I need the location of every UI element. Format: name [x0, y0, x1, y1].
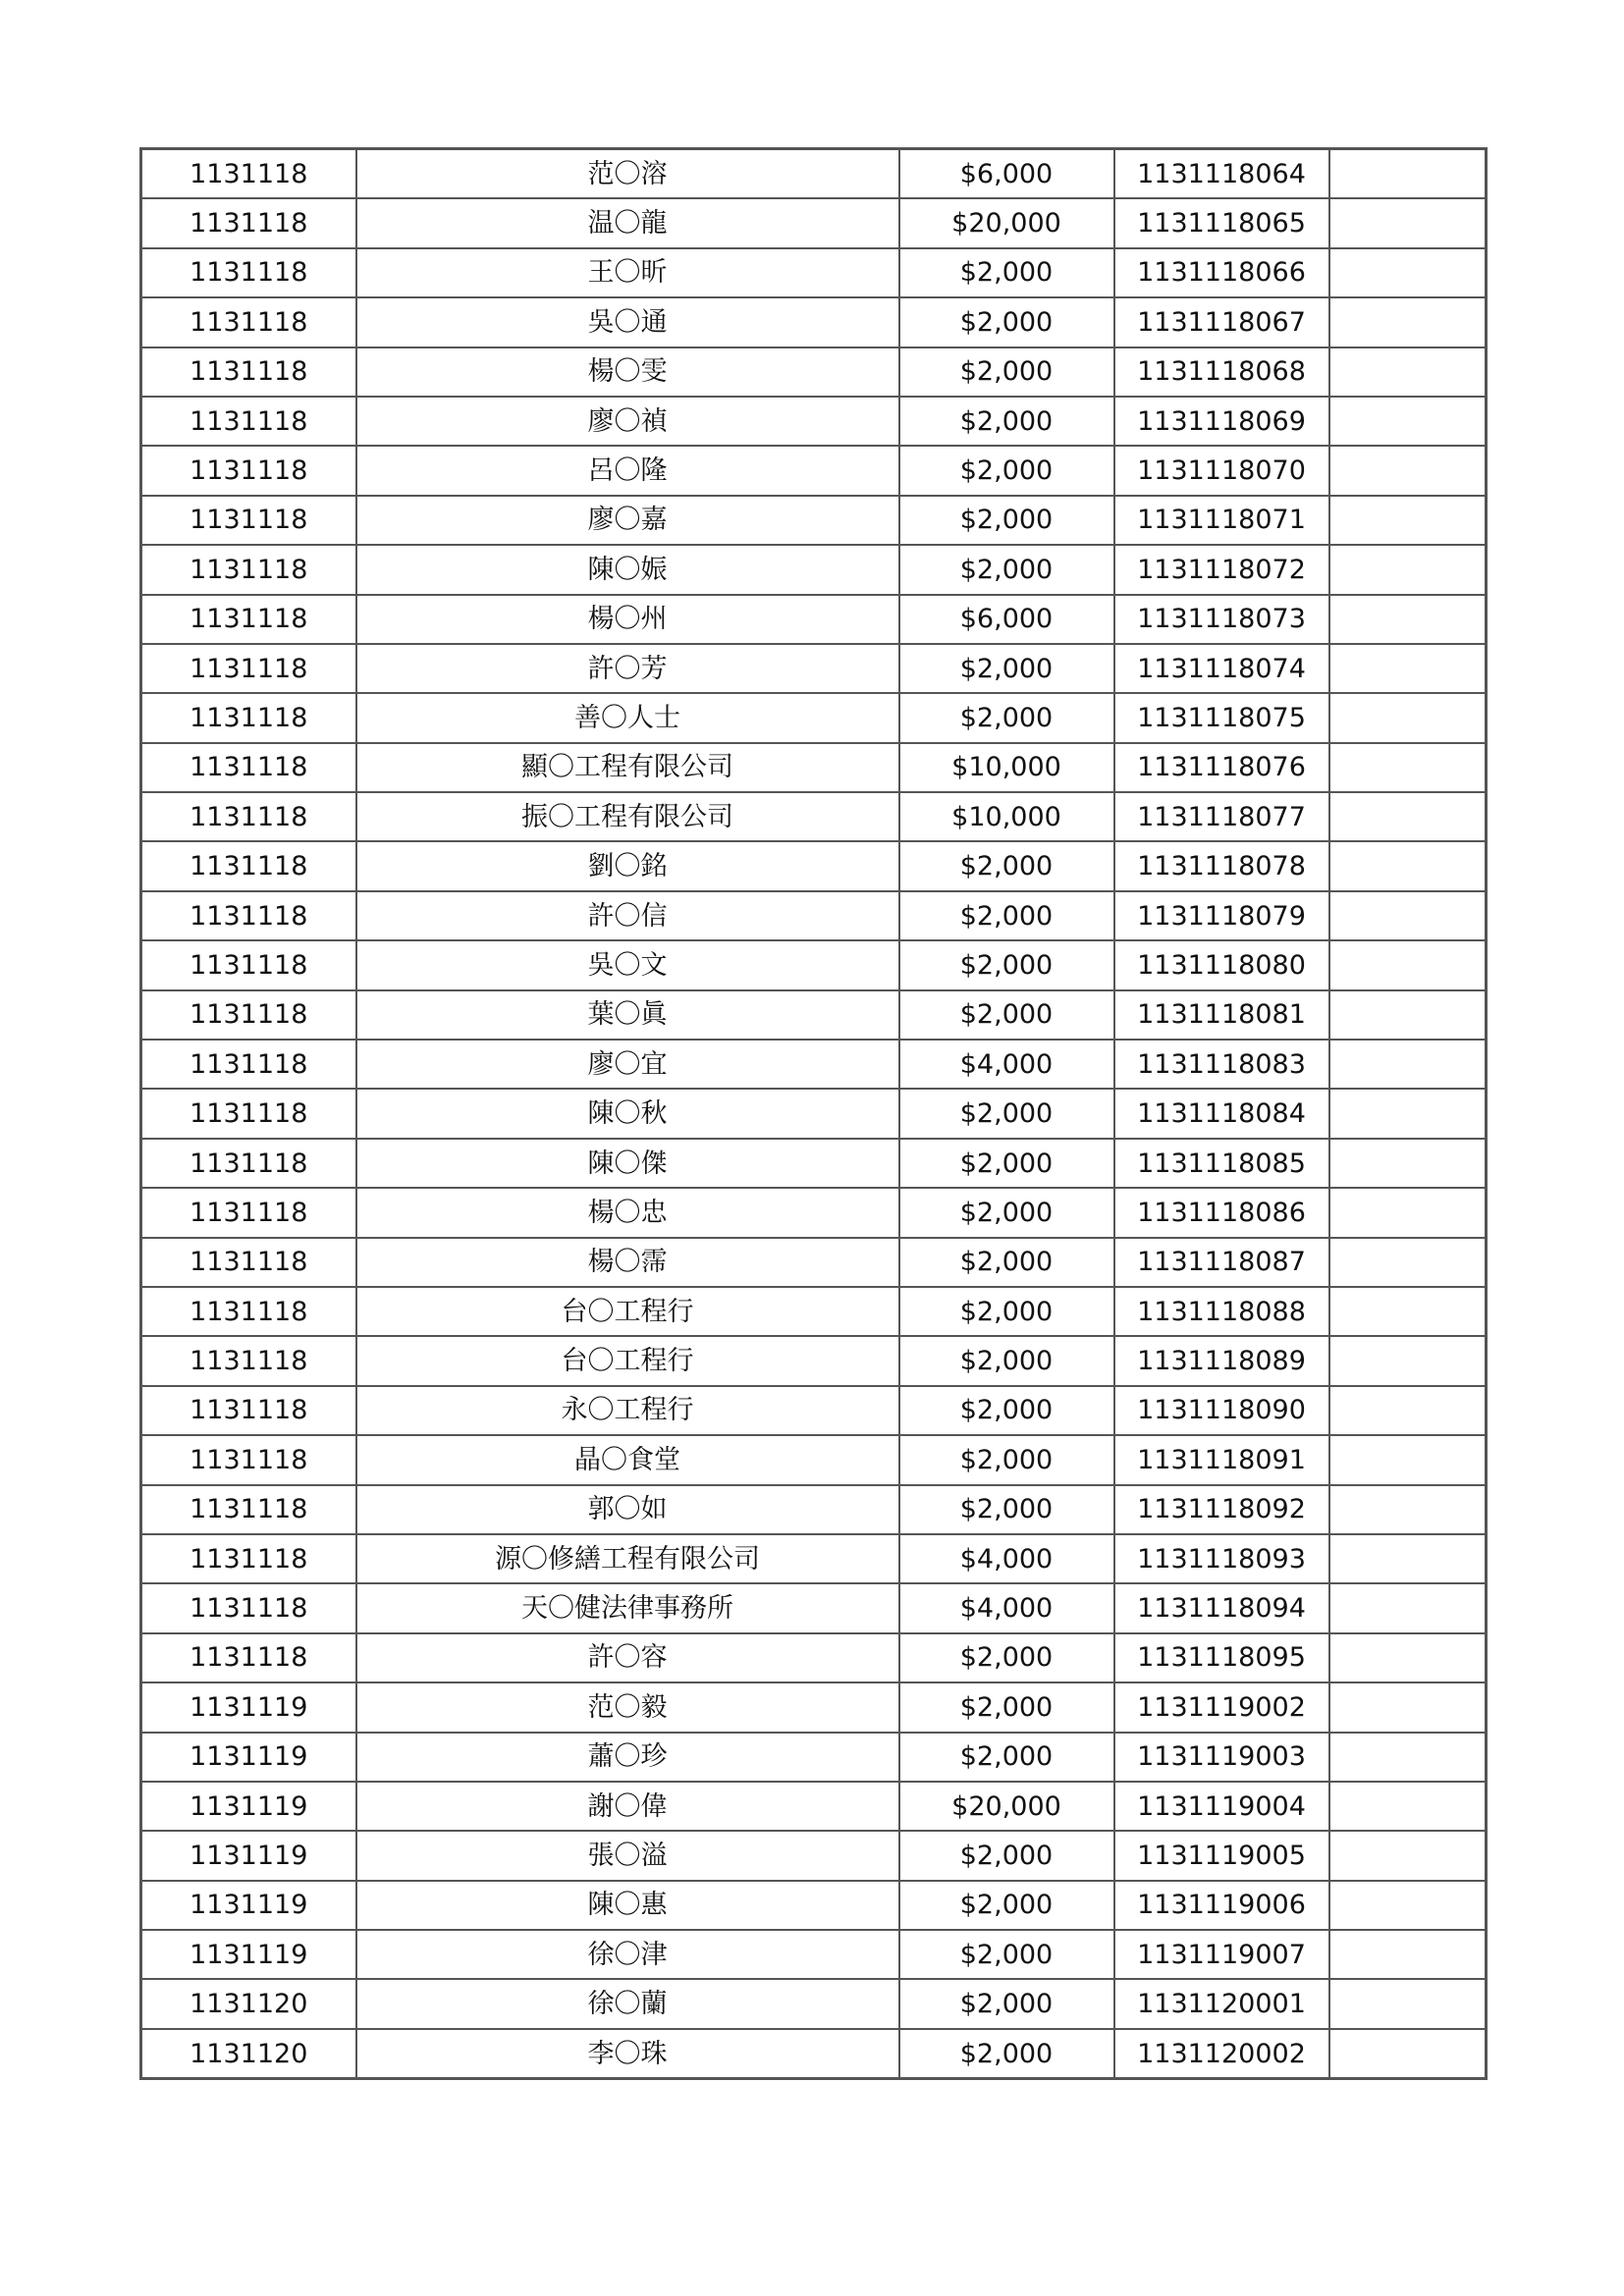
date-cell: 1131119 — [141, 1733, 356, 1782]
amount-cell: $2,000 — [899, 1435, 1114, 1484]
table-row — [141, 397, 1487, 446]
note-cell — [1329, 841, 1487, 890]
donor-name-cell: 謝〇偉 — [356, 1782, 899, 1831]
donor-name-cell: 徐〇蘭 — [356, 1979, 899, 2028]
table-row — [141, 595, 1487, 644]
receipt-number-cell: 1131118087 — [1114, 1238, 1329, 1287]
note-cell — [1329, 1435, 1487, 1484]
receipt-number-cell: 1131118090 — [1114, 1386, 1329, 1435]
receipt-number-cell: 1131120002 — [1114, 2029, 1329, 2079]
amount-cell: $2,000 — [899, 1089, 1114, 1138]
table-row — [141, 1188, 1487, 1237]
table-row — [141, 644, 1487, 693]
amount-cell: $20,000 — [899, 1782, 1114, 1831]
note-cell — [1329, 1930, 1487, 1979]
table-row — [141, 1534, 1487, 1583]
date-cell: 1131118 — [141, 1583, 356, 1632]
receipt-number-cell: 1131118094 — [1114, 1583, 1329, 1632]
table-row — [141, 1139, 1487, 1188]
receipt-number-cell: 1131118084 — [1114, 1089, 1329, 1138]
date-cell: 1131118 — [141, 1287, 356, 1336]
note-cell — [1329, 891, 1487, 940]
amount-cell: $2,000 — [899, 1682, 1114, 1732]
date-cell: 1131118 — [141, 347, 356, 397]
note-cell — [1329, 1287, 1487, 1336]
receipt-number-cell: 1131118073 — [1114, 595, 1329, 644]
table-row — [141, 446, 1487, 495]
date-cell: 1131118 — [141, 149, 356, 199]
receipt-number-cell: 1131118085 — [1114, 1139, 1329, 1188]
amount-cell: $6,000 — [899, 149, 1114, 199]
table-row — [141, 1782, 1487, 1831]
note-cell — [1329, 792, 1487, 841]
date-cell: 1131118 — [141, 198, 356, 247]
note-cell — [1329, 1139, 1487, 1188]
amount-cell: $2,000 — [899, 1930, 1114, 1979]
table-row — [141, 1089, 1487, 1138]
date-cell: 1131118 — [141, 1485, 356, 1534]
date-cell: 1131118 — [141, 595, 356, 644]
receipt-number-cell: 1131118072 — [1114, 545, 1329, 594]
date-cell: 1131119 — [141, 1930, 356, 1979]
amount-cell: $2,000 — [899, 1485, 1114, 1534]
donor-name-cell: 呂〇隆 — [356, 446, 899, 495]
donor-name-cell: 晶〇食堂 — [356, 1435, 899, 1484]
donor-name-cell: 王〇昕 — [356, 248, 899, 297]
date-cell: 1131120 — [141, 1979, 356, 2028]
amount-cell: $2,000 — [899, 1188, 1114, 1237]
donor-name-cell: 台〇工程行 — [356, 1287, 899, 1336]
table-row — [141, 891, 1487, 940]
amount-cell: $20,000 — [899, 198, 1114, 247]
note-cell — [1329, 1782, 1487, 1831]
note-cell — [1329, 940, 1487, 989]
donor-name-cell: 楊〇忠 — [356, 1188, 899, 1237]
note-cell — [1329, 198, 1487, 247]
receipt-number-cell: 1131118093 — [1114, 1534, 1329, 1583]
date-cell: 1131118 — [141, 545, 356, 594]
donor-name-cell: 楊〇雯 — [356, 347, 899, 397]
table-row — [141, 1682, 1487, 1732]
note-cell — [1329, 2029, 1487, 2079]
note-cell — [1329, 397, 1487, 446]
date-cell: 1131118 — [141, 891, 356, 940]
amount-cell: $6,000 — [899, 595, 1114, 644]
note-cell — [1329, 1336, 1487, 1385]
amount-cell: $2,000 — [899, 1633, 1114, 1682]
table-row — [141, 693, 1487, 742]
receipt-number-cell: 1131118078 — [1114, 841, 1329, 890]
receipt-number-cell: 1131118076 — [1114, 743, 1329, 792]
date-cell: 1131118 — [141, 1534, 356, 1583]
date-cell: 1131118 — [141, 792, 356, 841]
amount-cell: $4,000 — [899, 1583, 1114, 1632]
receipt-number-cell: 1131118068 — [1114, 347, 1329, 397]
donor-name-cell: 天〇健法律事務所 — [356, 1583, 899, 1632]
note-cell — [1329, 1583, 1487, 1632]
amount-cell: $2,000 — [899, 693, 1114, 742]
amount-cell: $2,000 — [899, 1238, 1114, 1287]
table-row — [141, 1881, 1487, 1930]
note-cell — [1329, 149, 1487, 199]
receipt-number-cell: 1131119003 — [1114, 1733, 1329, 1782]
date-cell: 1131118 — [141, 1188, 356, 1237]
receipt-number-cell: 1131118075 — [1114, 693, 1329, 742]
receipt-number-cell: 1131118069 — [1114, 397, 1329, 446]
note-cell — [1329, 1881, 1487, 1930]
donation-table — [139, 147, 1488, 2080]
note-cell — [1329, 1733, 1487, 1782]
donor-name-cell: 許〇芳 — [356, 644, 899, 693]
table-row — [141, 1979, 1487, 2028]
receipt-number-cell: 1131118064 — [1114, 149, 1329, 199]
note-cell — [1329, 1534, 1487, 1583]
donor-name-cell: 陳〇娠 — [356, 545, 899, 594]
amount-cell: $2,000 — [899, 841, 1114, 890]
amount-cell: $2,000 — [899, 446, 1114, 495]
date-cell: 1131118 — [141, 1435, 356, 1484]
note-cell — [1329, 446, 1487, 495]
receipt-number-cell: 1131119005 — [1114, 1831, 1329, 1880]
receipt-number-cell: 1131118080 — [1114, 940, 1329, 989]
amount-cell: $4,000 — [899, 1534, 1114, 1583]
donor-name-cell: 吳〇文 — [356, 940, 899, 989]
note-cell — [1329, 347, 1487, 397]
receipt-number-cell: 1131118067 — [1114, 297, 1329, 347]
table-row — [141, 1238, 1487, 1287]
receipt-number-cell: 1131118092 — [1114, 1485, 1329, 1534]
amount-cell: $2,000 — [899, 1386, 1114, 1435]
donor-name-cell: 廖〇宜 — [356, 1040, 899, 1089]
amount-cell: $2,000 — [899, 2029, 1114, 2079]
donor-name-cell: 張〇溢 — [356, 1831, 899, 1880]
receipt-number-cell: 1131118066 — [1114, 248, 1329, 297]
donor-name-cell: 永〇工程行 — [356, 1386, 899, 1435]
note-cell — [1329, 1386, 1487, 1435]
table-row — [141, 990, 1487, 1040]
date-cell: 1131118 — [141, 841, 356, 890]
donor-name-cell: 陳〇傑 — [356, 1139, 899, 1188]
date-cell: 1131118 — [141, 1139, 356, 1188]
table-row — [141, 1633, 1487, 1682]
note-cell — [1329, 1485, 1487, 1534]
date-cell: 1131119 — [141, 1782, 356, 1831]
amount-cell: $2,000 — [899, 1287, 1114, 1336]
date-cell: 1131118 — [141, 1633, 356, 1682]
amount-cell: $2,000 — [899, 940, 1114, 989]
receipt-number-cell: 1131119007 — [1114, 1930, 1329, 1979]
table-row — [141, 1485, 1487, 1534]
amount-cell: $2,000 — [899, 1733, 1114, 1782]
donor-name-cell: 善〇人士 — [356, 693, 899, 742]
receipt-number-cell: 1131118065 — [1114, 198, 1329, 247]
amount-cell: $2,000 — [899, 1831, 1114, 1880]
date-cell: 1131118 — [141, 1386, 356, 1435]
date-cell: 1131120 — [141, 2029, 356, 2079]
amount-cell: $2,000 — [899, 397, 1114, 446]
amount-cell: $2,000 — [899, 297, 1114, 347]
donor-name-cell: 振〇工程有限公司 — [356, 792, 899, 841]
donor-name-cell: 葉〇眞 — [356, 990, 899, 1040]
table-row — [141, 297, 1487, 347]
donor-name-cell: 廖〇禎 — [356, 397, 899, 446]
table-row — [141, 743, 1487, 792]
table-row — [141, 545, 1487, 594]
receipt-number-cell: 1131118088 — [1114, 1287, 1329, 1336]
receipt-number-cell: 1131118077 — [1114, 792, 1329, 841]
receipt-number-cell: 1131118091 — [1114, 1435, 1329, 1484]
table-row — [141, 248, 1487, 297]
amount-cell: $2,000 — [899, 1979, 1114, 2028]
amount-cell: $2,000 — [899, 1139, 1114, 1188]
receipt-number-cell: 1131118070 — [1114, 446, 1329, 495]
note-cell — [1329, 1831, 1487, 1880]
table-row — [141, 1040, 1487, 1089]
table-row — [141, 1287, 1487, 1336]
table-body — [141, 149, 1487, 2079]
note-cell — [1329, 693, 1487, 742]
receipt-number-cell: 1131118071 — [1114, 496, 1329, 545]
date-cell: 1131118 — [141, 496, 356, 545]
donor-name-cell: 李〇珠 — [356, 2029, 899, 2079]
note-cell — [1329, 1633, 1487, 1682]
table-row — [141, 940, 1487, 989]
table-row — [141, 496, 1487, 545]
donor-name-cell: 台〇工程行 — [356, 1336, 899, 1385]
amount-cell: $2,000 — [899, 545, 1114, 594]
amount-cell: $10,000 — [899, 743, 1114, 792]
amount-cell: $2,000 — [899, 644, 1114, 693]
table-row — [141, 1831, 1487, 1880]
note-cell — [1329, 1238, 1487, 1287]
donor-name-cell: 蕭〇珍 — [356, 1733, 899, 1782]
receipt-number-cell: 1131118074 — [1114, 644, 1329, 693]
note-cell — [1329, 1188, 1487, 1237]
amount-cell: $2,000 — [899, 1881, 1114, 1930]
date-cell: 1131118 — [141, 397, 356, 446]
date-cell: 1131118 — [141, 940, 356, 989]
receipt-number-cell: 1131118079 — [1114, 891, 1329, 940]
date-cell: 1131119 — [141, 1831, 356, 1880]
note-cell — [1329, 595, 1487, 644]
donor-name-cell: 楊〇州 — [356, 595, 899, 644]
donor-name-cell: 吳〇通 — [356, 297, 899, 347]
date-cell: 1131118 — [141, 693, 356, 742]
note-cell — [1329, 644, 1487, 693]
note-cell — [1329, 1979, 1487, 2028]
date-cell: 1131118 — [141, 644, 356, 693]
table-row — [141, 1386, 1487, 1435]
note-cell — [1329, 297, 1487, 347]
note-cell — [1329, 248, 1487, 297]
donor-name-cell: 許〇信 — [356, 891, 899, 940]
donor-name-cell: 陳〇秋 — [356, 1089, 899, 1138]
receipt-number-cell: 1131119004 — [1114, 1782, 1329, 1831]
amount-cell: $2,000 — [899, 347, 1114, 397]
note-cell — [1329, 1040, 1487, 1089]
note-cell — [1329, 990, 1487, 1040]
receipt-number-cell: 1131118083 — [1114, 1040, 1329, 1089]
date-cell: 1131118 — [141, 990, 356, 1040]
table-row — [141, 792, 1487, 841]
donor-name-cell: 顯〇工程有限公司 — [356, 743, 899, 792]
table-row — [141, 1733, 1487, 1782]
note-cell — [1329, 1089, 1487, 1138]
donor-name-cell: 劉〇銘 — [356, 841, 899, 890]
note-cell — [1329, 545, 1487, 594]
table-row — [141, 1930, 1487, 1979]
amount-cell: $2,000 — [899, 248, 1114, 297]
date-cell: 1131118 — [141, 446, 356, 495]
table-row — [141, 1435, 1487, 1484]
date-cell: 1131119 — [141, 1682, 356, 1732]
table-row — [141, 2029, 1487, 2079]
date-cell: 1131118 — [141, 1336, 356, 1385]
table-row — [141, 841, 1487, 890]
date-cell: 1131118 — [141, 1238, 356, 1287]
receipt-number-cell: 1131119006 — [1114, 1881, 1329, 1930]
amount-cell: $4,000 — [899, 1040, 1114, 1089]
date-cell: 1131118 — [141, 1089, 356, 1138]
date-cell: 1131118 — [141, 248, 356, 297]
donor-name-cell: 楊〇霈 — [356, 1238, 899, 1287]
date-cell: 1131118 — [141, 1040, 356, 1089]
receipt-number-cell: 1131118089 — [1114, 1336, 1329, 1385]
table-row — [141, 1336, 1487, 1385]
amount-cell: $2,000 — [899, 891, 1114, 940]
table-row — [141, 347, 1487, 397]
receipt-number-cell: 1131118086 — [1114, 1188, 1329, 1237]
receipt-number-cell: 1131118081 — [1114, 990, 1329, 1040]
receipt-number-cell: 1131118095 — [1114, 1633, 1329, 1682]
date-cell: 1131118 — [141, 297, 356, 347]
donor-name-cell: 徐〇津 — [356, 1930, 899, 1979]
donor-name-cell: 廖〇嘉 — [356, 496, 899, 545]
date-cell: 1131119 — [141, 1881, 356, 1930]
donor-name-cell: 許〇容 — [356, 1633, 899, 1682]
donor-name-cell: 范〇溶 — [356, 149, 899, 199]
date-cell: 1131118 — [141, 743, 356, 792]
receipt-number-cell: 1131119002 — [1114, 1682, 1329, 1732]
note-cell — [1329, 1682, 1487, 1732]
amount-cell: $10,000 — [899, 792, 1114, 841]
donor-name-cell: 温〇龍 — [356, 198, 899, 247]
note-cell — [1329, 743, 1487, 792]
receipt-number-cell: 1131120001 — [1114, 1979, 1329, 2028]
note-cell — [1329, 496, 1487, 545]
amount-cell: $2,000 — [899, 496, 1114, 545]
amount-cell: $2,000 — [899, 990, 1114, 1040]
donor-name-cell: 范〇毅 — [356, 1682, 899, 1732]
table-row — [141, 1583, 1487, 1632]
table-row — [141, 149, 1487, 199]
table-row — [141, 198, 1487, 247]
donor-name-cell: 郭〇如 — [356, 1485, 899, 1534]
donor-name-cell: 源〇修繕工程有限公司 — [356, 1534, 899, 1583]
donor-name-cell: 陳〇惠 — [356, 1881, 899, 1930]
amount-cell: $2,000 — [899, 1336, 1114, 1385]
